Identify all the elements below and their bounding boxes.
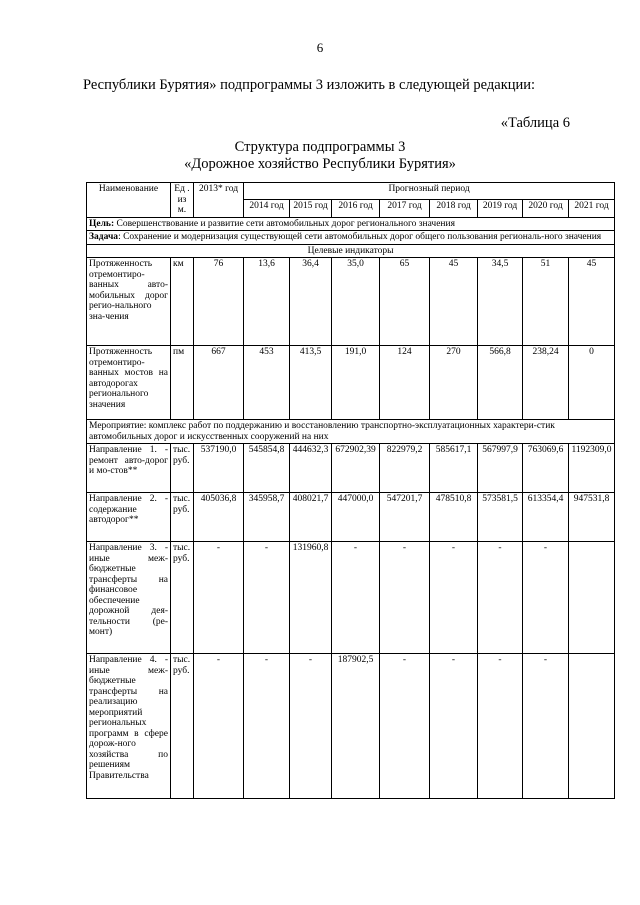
row-value: 65 xyxy=(380,258,430,346)
row-unit: тыс. руб. xyxy=(171,542,194,654)
header-forecast: Прогнозный период xyxy=(244,183,615,200)
indicators-heading: Целевые индикаторы xyxy=(87,244,615,258)
header-year: 2017 год xyxy=(380,200,430,217)
header-year: 2021 год xyxy=(569,200,615,217)
row-value: - xyxy=(244,654,290,799)
row-value: 35,0 xyxy=(332,258,380,346)
row-value: - xyxy=(478,542,523,654)
intro-text: Республики Бурятия» подпрограммы 3 изложить в следующей редакции: xyxy=(83,77,536,93)
row-value: 444632,3 xyxy=(290,444,332,493)
row-value: 0 xyxy=(569,346,615,420)
row-value: 405036,8 xyxy=(194,493,244,542)
row-value: 187902,5 xyxy=(332,654,380,799)
row-name: Направление 4. - иные меж-бюджетные трансферты на реализацию мероприятий региональных программ в сфере дорож-ного хозяйства по решениям Правительства xyxy=(87,654,171,799)
title-line-1: Структура подпрограммы 3 xyxy=(234,139,406,155)
row-value: 567997,9 xyxy=(478,444,523,493)
indicators-heading-row xyxy=(87,244,615,258)
row-name: Направление 2. - содержание автодорог** xyxy=(87,493,171,542)
row-value: 585617,1 xyxy=(430,444,478,493)
row-value: 478510,8 xyxy=(430,493,478,542)
row-value: 667 xyxy=(194,346,244,420)
row-value: - xyxy=(380,654,430,799)
page-number: 6 xyxy=(316,40,324,55)
header-year: 2018 год xyxy=(430,200,478,217)
row-value: 131960,8 xyxy=(290,542,332,654)
row-value: 537190,0 xyxy=(194,444,244,493)
goal-row xyxy=(87,217,615,231)
task-text: : Сохранение и модернизация существующей сети автомобильных дорог общего пользования региональ-ного значения xyxy=(118,232,602,242)
row-value: - xyxy=(290,654,332,799)
row-value: 545854,8 xyxy=(244,444,290,493)
header-year: 2015 год xyxy=(290,200,332,217)
row-value: - xyxy=(430,542,478,654)
row-name: Направление 1. - ремонт авто-дорог и мо-стов** xyxy=(87,444,171,493)
row-value xyxy=(569,542,615,654)
row-name: Протяженность отремонтиро-ванных мостов на автодорогах регионального значения xyxy=(87,346,171,420)
row-value: 45 xyxy=(569,258,615,346)
row-value: 270 xyxy=(430,346,478,420)
row-value: 413,5 xyxy=(290,346,332,420)
row-value: 76 xyxy=(194,258,244,346)
header-name: Наименование xyxy=(87,183,171,218)
row-unit: км xyxy=(171,258,194,346)
row-value: 547201,7 xyxy=(380,493,430,542)
row-value: - xyxy=(194,654,244,799)
table-title xyxy=(0,139,640,173)
row-value: 13,6 xyxy=(244,258,290,346)
header-year: 2019 год xyxy=(478,200,523,217)
row-unit: тыс. руб. xyxy=(171,654,194,799)
row-value: 51 xyxy=(523,258,569,346)
row-value: - xyxy=(244,542,290,654)
row-value: 672902,39 xyxy=(332,444,380,493)
indicator-row xyxy=(87,346,615,420)
structure-table xyxy=(86,182,615,799)
row-value: 573581,5 xyxy=(478,493,523,542)
row-value: - xyxy=(523,542,569,654)
row-value: 1192309,0 xyxy=(569,444,615,493)
row-value xyxy=(569,654,615,799)
row-value: - xyxy=(380,542,430,654)
row-value: - xyxy=(523,654,569,799)
row-value: 124 xyxy=(380,346,430,420)
header-year: 2014 год xyxy=(244,200,290,217)
row-value: - xyxy=(478,654,523,799)
row-value: - xyxy=(332,542,380,654)
goal-text: Совершенствование и развитие сети автомобильных дорог регионального значения xyxy=(116,218,455,229)
goal-label: Цель: xyxy=(89,218,115,229)
header-row xyxy=(87,183,615,200)
row-unit: тыс. руб. xyxy=(171,444,194,493)
row-value: 34,5 xyxy=(478,258,523,346)
row-value: 408021,7 xyxy=(290,493,332,542)
activity-row xyxy=(87,420,615,444)
task-label: Задача xyxy=(89,232,119,242)
row-unit: тыс. руб. xyxy=(171,493,194,542)
header-year: 2016 год xyxy=(332,200,380,217)
header-unit: Ед . из м. xyxy=(171,183,194,218)
row-value: 822979,2 xyxy=(380,444,430,493)
row-value: 763069,6 xyxy=(523,444,569,493)
row-value: 191,0 xyxy=(332,346,380,420)
row-unit: пм xyxy=(171,346,194,420)
row-value: 238,24 xyxy=(523,346,569,420)
row-value: 566,8 xyxy=(478,346,523,420)
row-name: Направление 3. - иные меж-бюджетные трансферты на финансовое обеспечение дорожной дея-тельности (ре-монт) xyxy=(87,542,171,654)
task-row xyxy=(87,231,615,245)
row-value: - xyxy=(430,654,478,799)
row-value: - xyxy=(194,542,244,654)
row-name: Протяженность отремонтиро-ванных авто-мобильных дорог регио-нального зна-чения xyxy=(87,258,171,346)
row-value: 613354,4 xyxy=(523,493,569,542)
table-reference: «Таблица 6 xyxy=(500,115,570,131)
header-year: 2020 год xyxy=(523,200,569,217)
row-value: 947531,8 xyxy=(569,493,615,542)
row-value: 345958,7 xyxy=(244,493,290,542)
row-value: 45 xyxy=(430,258,478,346)
row-value: 453 xyxy=(244,346,290,420)
indicator-row xyxy=(87,258,615,346)
row-value: 36,4 xyxy=(290,258,332,346)
header-base-year: 2013* год xyxy=(194,183,244,218)
direction-row xyxy=(87,493,615,542)
activity-text: Мероприятие: комплекс работ по поддержанию и восстановлению транспортно-эксплуатационных характери-стик автомобильных дорог и искусственных сооружений на них xyxy=(87,420,615,444)
direction-row xyxy=(87,542,615,654)
row-value: 447000,0 xyxy=(332,493,380,542)
direction-row xyxy=(87,654,615,799)
direction-row xyxy=(87,444,615,493)
title-line-2: «Дорожное хозяйство Республики Бурятия» xyxy=(184,156,456,172)
